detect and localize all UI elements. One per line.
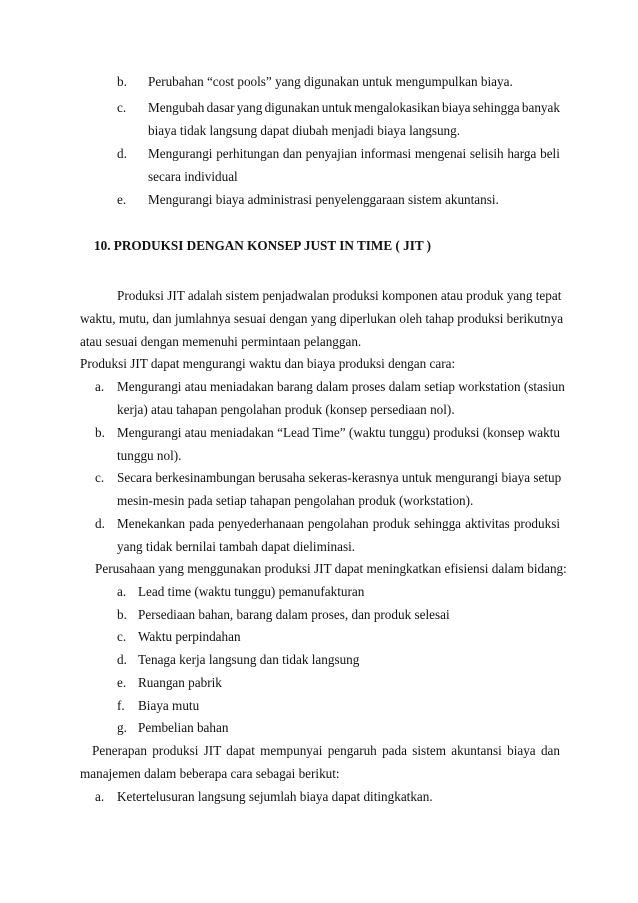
word: mengalokasikan [354,100,440,115]
paragraph-line: Produksi JIT dapat mengurangi waktu dan biaya produksi dengan cara: [80,356,456,371]
list-item-text [148,146,560,162]
list-item-text-cont: yang tidak bernilai tambah dapat dieliminasi. [117,539,356,554]
list-label: a. [117,584,127,599]
word: mengenai [414,146,467,161]
list-item-text: Ruangan pabrik [138,675,222,690]
list-item-text-cont: tunggu nol). [117,448,182,463]
list-label: c. [117,629,127,644]
list-item-text-cont: kerja) atau tahapan pengolahan produk (konsep persediaan nol). [117,402,455,417]
list-item-text: Perubahan “cost pools” yang digunakan untuk mengumpulkan biaya. [148,74,513,89]
list-label: b. [95,425,105,440]
list-label: b. [117,74,127,89]
word: harga [507,146,537,161]
paragraph-line: manajemen dalam beberapa cara sebagai berikut: [80,766,340,781]
list-label: b. [117,607,127,622]
list-label: c. [95,470,105,485]
word: penyajian [305,146,357,161]
word: digunakan [264,100,320,115]
list-label: d. [117,652,127,667]
list-label: g. [117,720,127,735]
list-label: e. [117,192,127,207]
paragraph-line: Produksi JIT adalah sistem penjadwalan produksi komponen atau produk yang tepat [117,288,562,303]
list-label: e. [117,675,127,690]
list-item-text-cont: secara individual [148,169,238,184]
list-item-text-cont: biaya tidak langsung dapat diubah menjadi biaya langsung. [148,123,461,138]
word: informasi [360,146,412,161]
list-label: c. [117,100,127,115]
list-item-text: Tenaga kerja langsung dan tidak langsung [138,652,360,667]
list-label: f. [117,698,125,713]
paragraph-line: Perusahaan yang menggunakan produksi JIT dapat meningkatkan efisiensi dalam bidang: [95,561,567,576]
list-label: d. [117,146,127,161]
word: Mengubah [148,100,205,115]
list-label: d. [95,516,105,531]
list-item-text: Pembelian bahan [138,720,229,735]
list-item-text: Mengurangi biaya administrasi penyelenggaraan sistem akuntansi. [148,192,499,207]
list-label: a. [95,789,105,804]
list-item-text: Secara berkesinambungan berusaha sekeras-kerasnya untuk mengurangi biaya setup [117,470,562,485]
word: dan [282,146,302,161]
word: beli [540,146,560,161]
list-item-text [148,100,560,116]
paragraph-line: Penerapan produksi JIT dapat mempunyai pengaruh pada sistem akuntansi biaya dan [92,743,560,758]
list-item-text: Mengurangi atau meniadakan barang dalam proses dalam setiap workstation (stasiun [117,379,565,394]
paragraph-line: atau sesuai dengan memenuhi permintaan pelanggan. [80,334,362,349]
word: yang [236,100,263,115]
section-heading: 10. PRODUKSI DENGAN KONSEP JUST IN TIME ( JIT ) [94,238,432,253]
word: untuk [321,100,352,115]
word: selisih [469,146,504,161]
list-item-text: Waktu perpindahan [138,629,241,644]
word: dasar [206,100,235,115]
list-item-text: Menekankan pada penyederhanaan pengolahan produk sehingga aktivitas produksi [117,516,560,531]
list-item-text: Biaya mutu [138,698,200,713]
word: sehingga [472,100,520,115]
list-item-text: Lead time (waktu tunggu) pemanufakturan [138,584,365,599]
word: perhitungan [216,146,280,161]
word: banyak [521,100,560,115]
paragraph-line: waktu, mutu, dan jumlahnya sesuai dengan yang diperlukan oleh tahap produksi berikutnya [80,311,564,326]
list-item-text: Mengurangi atau meniadakan “Lead Time” (waktu tunggu) produksi (konsep waktu [117,425,560,440]
list-item-text: Persediaan bahan, barang dalam proses, dan produk selesai [138,607,450,622]
list-item-text-cont: mesin-mesin pada setiap tahapan pengolahan produk (workstation). [117,493,474,508]
word: biaya [441,100,471,115]
list-label: a. [95,379,105,394]
word: Mengurangi [148,146,213,161]
list-item-text: Ketertelusuran langsung sejumlah biaya dapat ditingkatkan. [117,789,433,804]
